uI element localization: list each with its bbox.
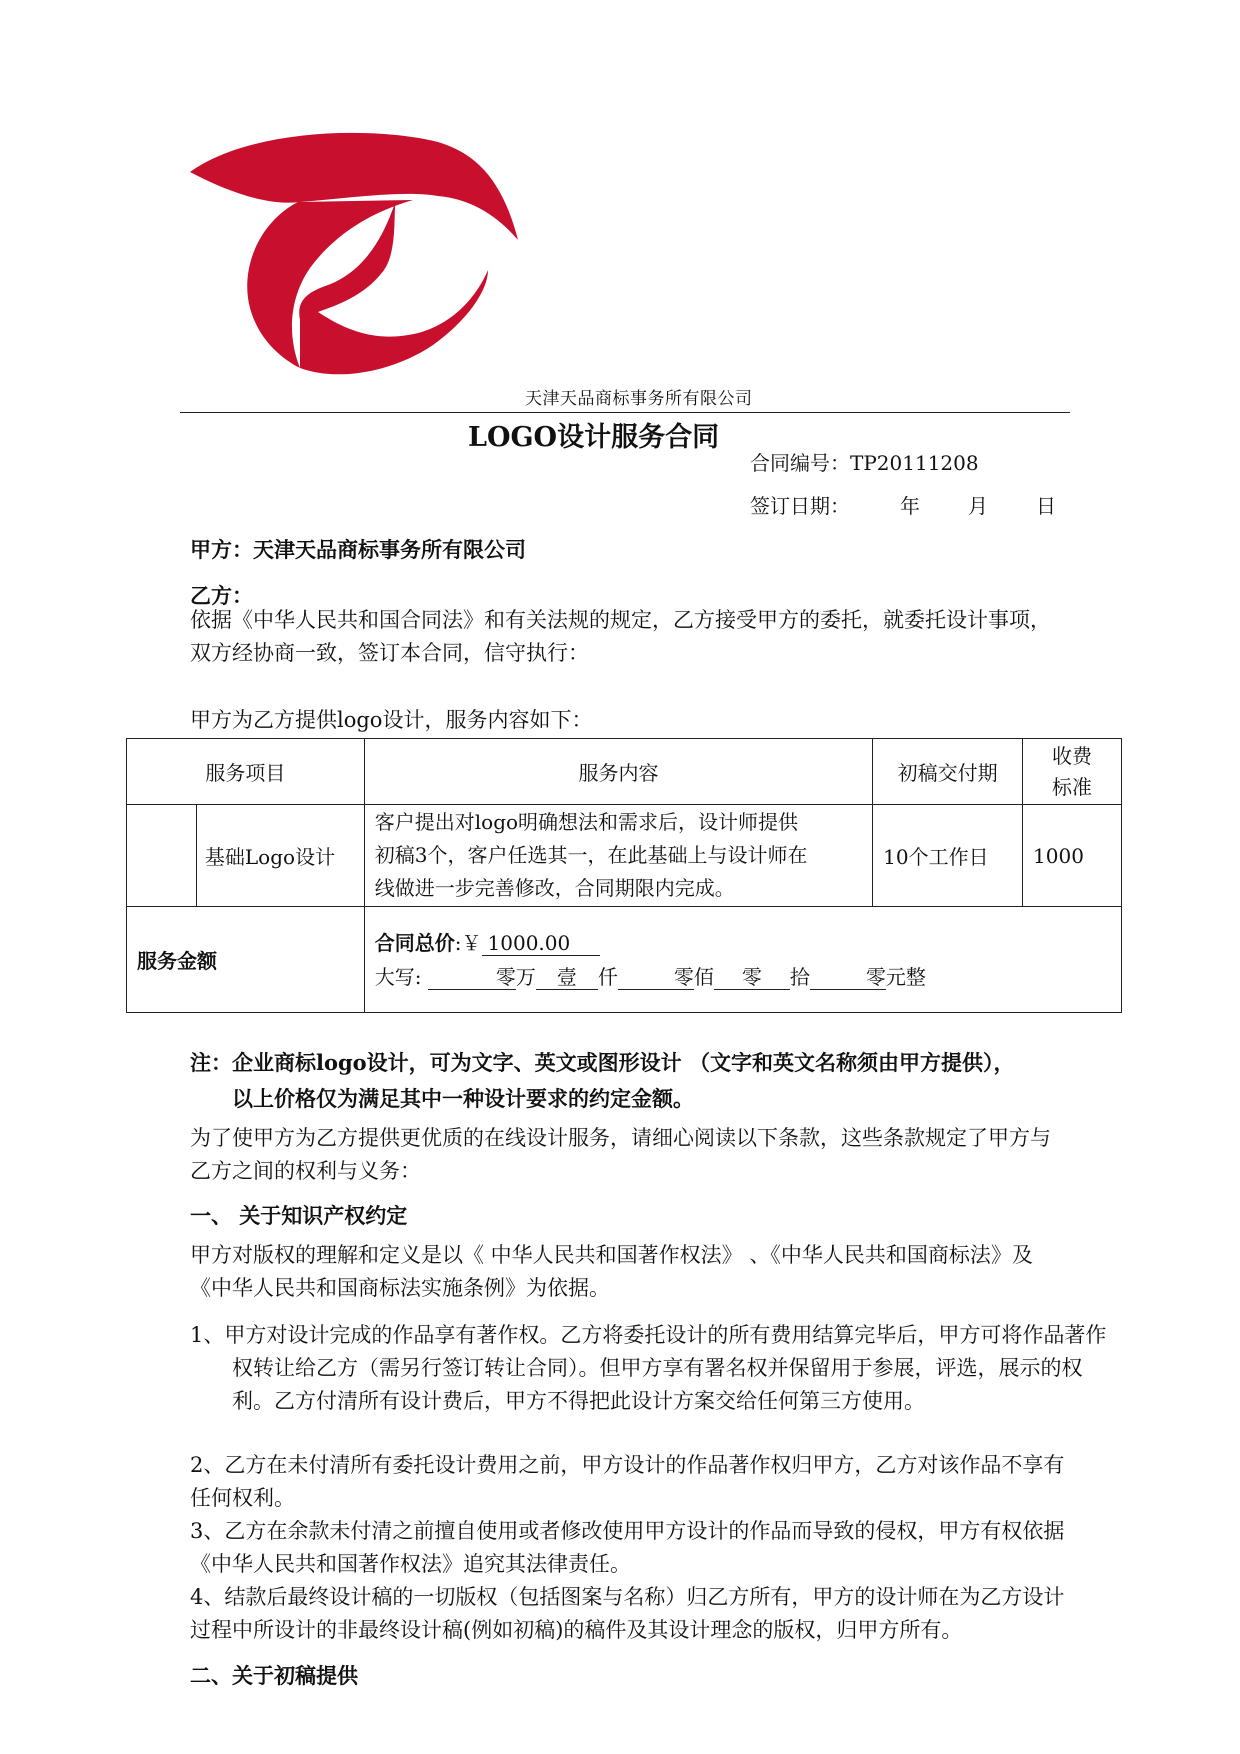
upper-qian-value: 壹 <box>536 965 598 990</box>
section-1-title: 一、 关于知识产权约定 <box>190 1203 408 1228</box>
year-label: 年 <box>900 494 920 518</box>
header-fee-line1: 收费 <box>1052 743 1092 768</box>
clause-4: 4、结款后最终设计稿的一切版权（包括图案与名称）归乙方所有，甲方的设计师在为乙方设计过程中所设计的非最终设计稿(例如初稿)的稿件及其设计理念的版权，归甲方所有。 <box>190 1585 1065 1642</box>
sign-date-row <box>750 490 1070 519</box>
total-price-line <box>375 926 1120 960</box>
day-label: 日 <box>1036 494 1056 518</box>
content-line-2: 初稿3个，客户任选其一，在此基础上与设计师在 <box>374 843 808 867</box>
party-a <box>190 534 526 564</box>
upper-yuan: 元整 <box>885 964 926 989</box>
document-title: LOGO设计服务合同 <box>468 422 720 453</box>
header-fee-line2: 标准 <box>1052 774 1092 799</box>
upper-bai-value: 零 <box>618 965 694 990</box>
content-line-1: 客户提出对logo明确想法和需求后，设计师提供 <box>374 810 799 834</box>
contract-number-row <box>750 447 979 476</box>
clause-1: 1、甲方对设计完成的作品享有著作权。乙方将委托设计的所有费用结算完毕后，甲方可将作品著作权转让给乙方（需另行签订转让合同）。但甲方享有署名权并保留用于参展，评选，展示的权利。乙方付清所有设计费后，甲方不得把此设计方案交给任何第三方使用。 <box>190 1323 1107 1413</box>
note-line-2: 以上价格仅为满足其中一种设计要求的约定金额。 <box>232 1086 694 1111</box>
content-line-3: 线做进一步完善修改，合同期限内完成。 <box>374 876 735 900</box>
table-row <box>127 805 1122 907</box>
upper-bai: 佰 <box>693 964 714 989</box>
total-price-label: 合同总价 <box>374 930 455 955</box>
upper-shi: 拾 <box>789 964 810 989</box>
upper-amount-label: 大写: <box>374 964 422 989</box>
service-content-cell <box>364 805 872 907</box>
upper-shi-value: 零 <box>714 965 790 990</box>
service-item-cell: 基础Logo设计 <box>196 805 364 907</box>
upper-wan-value: 零 <box>428 965 516 990</box>
company-logo <box>188 120 528 390</box>
terms-intro: 为了使甲方为乙方提供更优质的在线设计服务，请细心阅读以下条款，这些条款规定了甲方与乙方之间的权利与义务： <box>190 1126 1051 1183</box>
service-intro: 甲方为乙方提供logo设计，服务内容如下： <box>190 708 593 732</box>
upper-wan: 万 <box>515 964 536 989</box>
party-b-label: 乙方： <box>190 583 253 608</box>
total-price-value: 1000.00 <box>482 931 600 956</box>
amount-label: 服务金额 <box>127 907 365 1013</box>
month-label: 月 <box>968 494 988 518</box>
total-price-sep: :￥ <box>454 930 482 955</box>
clause-3: 3、乙方在余款未付清之前擅自使用或者修改使用甲方设计的作品而导致的侵权，甲方有权依据《中华人民共和国著作权法》追究其法律责任。 <box>190 1519 1065 1576</box>
section-2-title: 二、关于初稿提供 <box>190 1663 358 1688</box>
upper-qian: 仟 <box>597 964 618 989</box>
sign-date-label: 签订日期： <box>750 494 850 518</box>
header-service-content: 服务内容 <box>364 739 872 805</box>
amount-row <box>127 907 1122 1013</box>
header-service-item: 服务项目 <box>127 739 365 805</box>
delivery-cell: 10个工作日 <box>873 805 1023 907</box>
company-name-small: 天津天品商标事务所有限公司 <box>525 389 753 409</box>
contract-number-label: 合同编号： <box>750 451 850 475</box>
note-line-1: 注：企业商标logo设计，可为文字、英文或图形设计 （文字和英文名称须由甲方提供）， <box>190 1050 1015 1075</box>
header-delivery: 初稿交付期 <box>873 739 1023 805</box>
intro-paragraph: 依据《中华人民共和国合同法》和有关法规的规定，乙方接受甲方的委托，就委托设计事项，双方经协商一致，签订本合同，信守执行： <box>190 608 1051 665</box>
party-a-name: 天津天品商标事务所有限公司 <box>253 537 526 562</box>
header-fee <box>1023 739 1122 805</box>
contract-number: TP20111208 <box>850 451 979 475</box>
upper-yuan-value: 零 <box>810 965 886 990</box>
clause-2: 2、乙方在未付清所有委托设计费用之前，甲方设计的作品著作权归甲方，乙方对该作品不享有任何权利。 <box>190 1453 1065 1510</box>
header-rule <box>180 412 1070 413</box>
upper-amount-line <box>375 960 1120 994</box>
fee-cell: 1000 <box>1023 805 1122 907</box>
empty-cell <box>127 805 197 907</box>
table-header-row <box>127 739 1122 805</box>
amount-cell <box>364 907 1121 1013</box>
service-table <box>126 738 1122 1013</box>
party-a-label: 甲方： <box>190 537 253 562</box>
section-1-paragraph: 甲方对版权的理解和定义是以《 中华人民共和国著作权法》 、《中华人民共和国商标法》及《中华人民共和国商标法实施条例》为依据。 <box>190 1243 1033 1300</box>
